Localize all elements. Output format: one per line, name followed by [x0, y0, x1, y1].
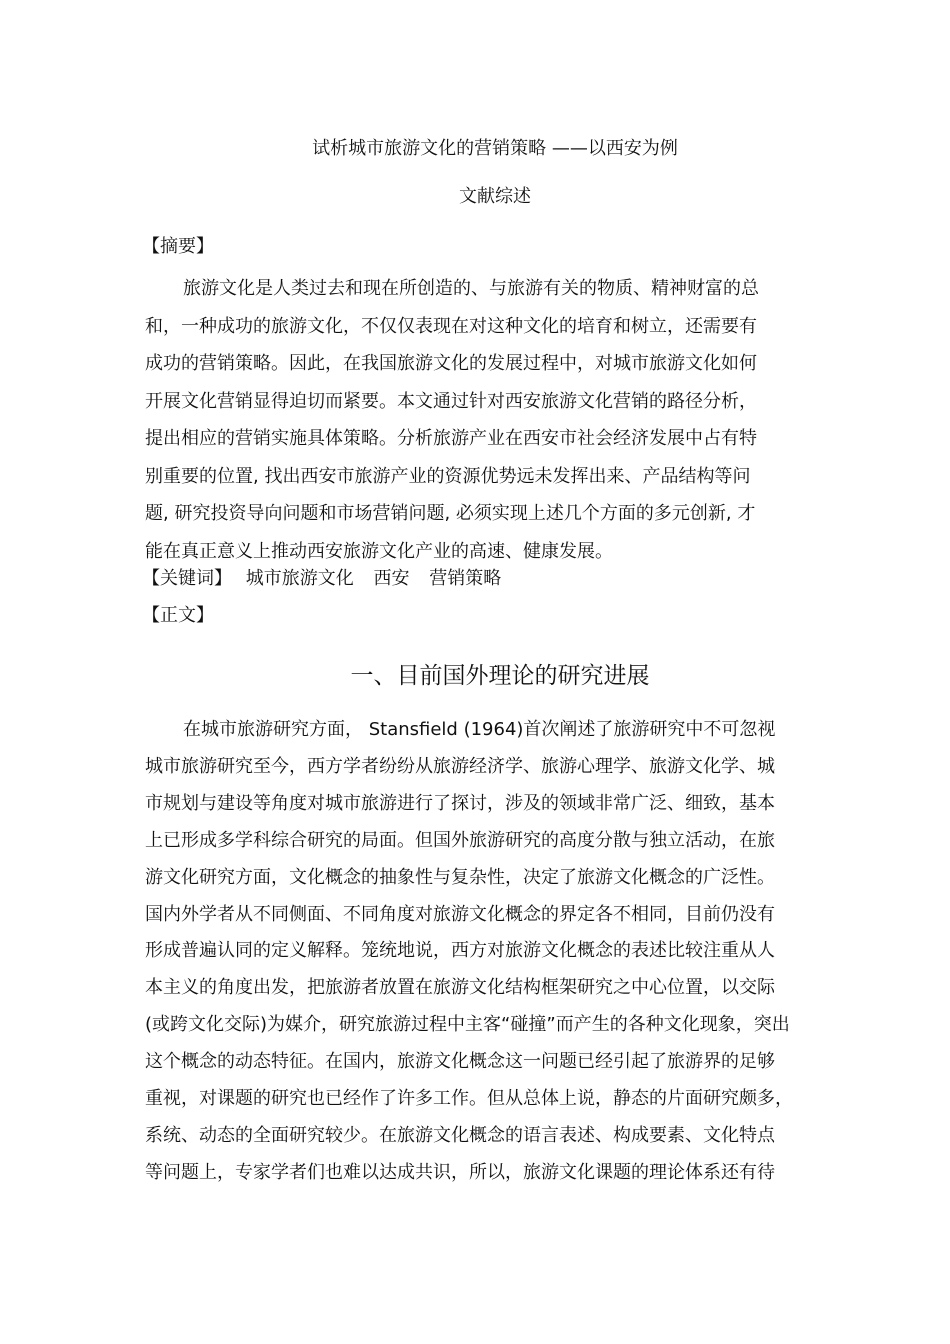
- keywords-row: [142, 567, 501, 591]
- body-line: 系统、动态的全面研究较少。在旅游文化概念的语言表述、构成要素、文化特点: [145, 1124, 775, 1146]
- body-line: 市规划与建设等角度对城市旅游进行了探讨，涉及的领域非常广泛、细致，基本: [145, 792, 775, 814]
- body-label: 【正文】: [142, 605, 214, 626]
- body-line: 本主义的角度出发，把旅游者放置在旅游文化结构框架研究之中心位置，以交际: [145, 977, 775, 999]
- abstract-line: 旅游文化是人类过去和现在所创造的、与旅游有关的物质、精神财富的总: [183, 278, 759, 299]
- document-subtitle: 文献综述: [459, 186, 531, 207]
- keyword: 西安: [373, 568, 410, 589]
- abstract-paragraph: [145, 270, 805, 570]
- body-line: 国内外学者从不同侧面、不同角度对旅游文化概念的界定各不相同，目前仍没有: [145, 903, 775, 925]
- body-line: 等问题上，专家学者们也难以达成共识，所以，旅游文化课题的理论体系还有待: [145, 1161, 775, 1183]
- keyword: 营销策略: [429, 568, 502, 589]
- body-line: 这个概念的动态特征。在国内，旅游文化概念这一问题已经引起了旅游界的足够: [145, 1051, 775, 1073]
- document-title: 试析城市旅游文化的营销策略 ——以西安为例: [312, 138, 678, 159]
- keyword: 城市旅游文化: [245, 568, 354, 589]
- abstract-line: 别重要的位置, 找出西安市旅游产业的资源优势远未发挥出来、产品结构等问: [145, 465, 751, 487]
- abstract-line: 提出相应的营销实施具体策略。分析旅游产业在西安市社会经济发展中占有特: [145, 428, 757, 449]
- body-line: 城市旅游研究至今，西方学者纷纷从旅游经济学、旅游心理学、旅游文化学、城: [145, 755, 775, 777]
- body-line: 形成普遍认同的定义解释。笼统地说，西方对旅游文化概念的表述比较注重从人: [145, 940, 775, 962]
- abstract-line: 题, 研究投资导向问题和市场营销问题, 必须实现上述几个方面的多元创新, 才: [145, 503, 756, 524]
- body-paragraph: [145, 712, 845, 1192]
- keywords-label: 【关键词】: [142, 568, 232, 589]
- abstract-line: 开展文化营销显得迫切而紧要。本文通过针对西安旅游文化营销的路径分析，: [145, 390, 757, 412]
- abstract-line: 能在真正意义上推动西安旅游文化产业的高速、健康发展。: [145, 540, 613, 562]
- body-line: 在城市旅游研究方面， Stansfield (1964)首次阐述了旅游研究中不可忽视: [183, 719, 776, 740]
- abstract-line: 成功的营销策略。因此，在我国旅游文化的发展过程中，对城市旅游文化如何: [145, 353, 757, 374]
- body-line: (或跨文化交际)为媒介，研究旅游过程中主客“碰撞”而产生的各种文化现象，突出: [145, 1014, 790, 1036]
- body-line: 重视，对课题的研究也已经作了许多工作。但从总体上说，静态的片面研究颇多，: [145, 1088, 793, 1110]
- abstract-line: 和，一种成功的旅游文化，不仅仅表现在对这种文化的培育和树立，还需要有: [145, 315, 757, 337]
- body-line: 上已形成多学科综合研究的局面。但国外旅游研究的高度分散与独立活动，在旅: [145, 829, 775, 851]
- body-line: 游文化研究方面，文化概念的抽象性与复杂性，决定了旅游文化概念的广泛性。: [145, 866, 775, 888]
- abstract-label: 【摘要】: [142, 236, 214, 257]
- section-heading: 一、目前国外理论的研究进展: [350, 663, 650, 689]
